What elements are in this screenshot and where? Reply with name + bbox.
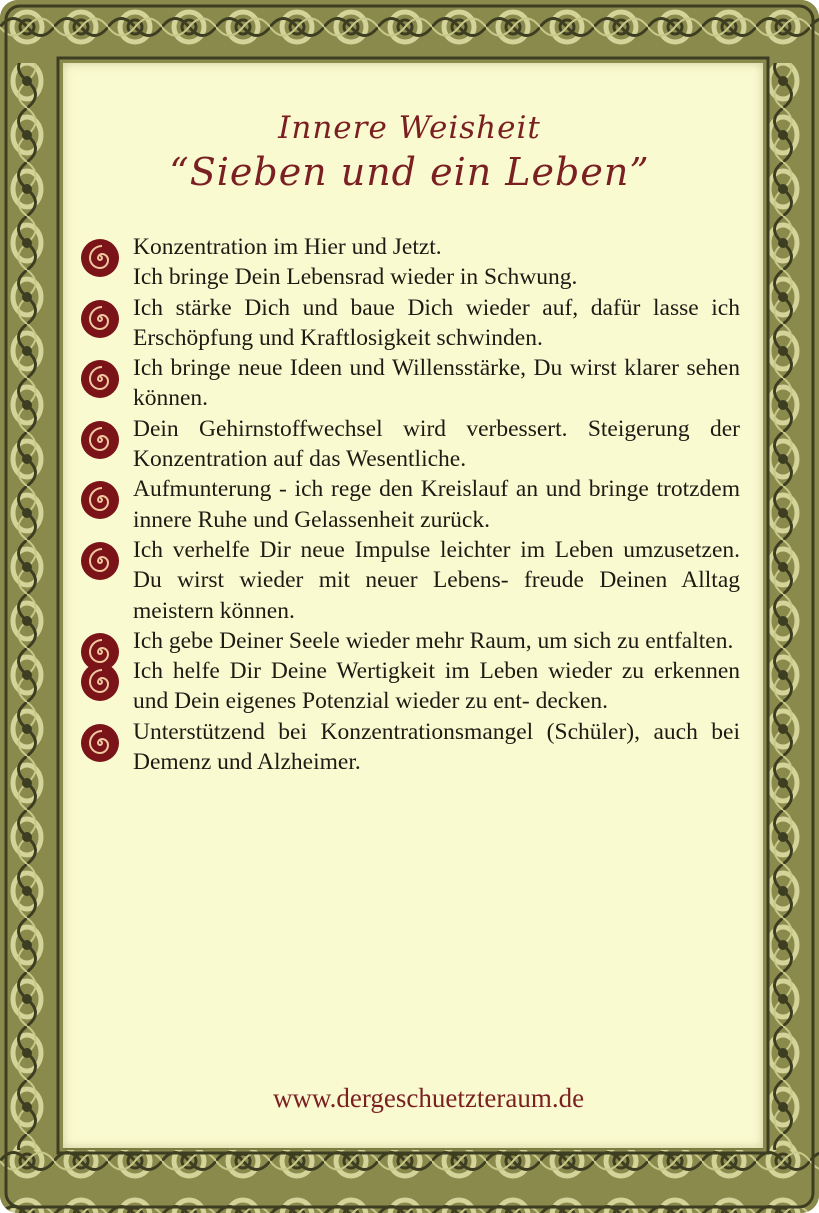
item-text: Ich stärke Dich und baue Dich wieder auf, dafür lasse ich Erschöpfung und Kraftlosigkeit schwinden.: [133, 294, 740, 351]
card-title: Innere Weisheit: [278, 110, 541, 146]
item-text: Ich verhelfe Dir neue Impulse leichter im Leben umzusetzen. Du wirst wieder mit neuer Lebens- freude Deinen Alltag meistern können.: [133, 536, 740, 624]
red-spiral-icon: [80, 480, 120, 520]
list-item: [80, 717, 740, 778]
list-item: [80, 232, 740, 262]
list-item: [80, 414, 740, 475]
item-text: Konzentration im Hier und Jetzt.: [133, 234, 442, 260]
item-text: Ich gebe Deiner Seele wieder mehr Raum, um sich zu entfalten.: [133, 627, 734, 654]
list-item: [80, 262, 740, 292]
website-link[interactable]: www.dergeschuetzteraum.de: [272, 1083, 585, 1113]
card-subtitle: “Sieben und ein Leben”: [169, 150, 650, 194]
list-item: [80, 535, 740, 626]
red-spiral-icon: [80, 541, 120, 581]
item-text: Ich bringe neue Ideen und Willensstärke, Du wirst klarer sehen können.: [133, 355, 740, 412]
affirmation-list: [80, 232, 740, 777]
red-spiral-icon: [80, 299, 120, 339]
item-text: Dein Gehirnstoffwechsel wird verbessert. Steigerung der Konzentration auf das Wesentliche.: [133, 415, 740, 473]
list-item: [80, 626, 740, 656]
item-text: Unterstützend bei Konzentrationsmangel (Schüler), auch bei Demenz und Alzheimer.: [133, 718, 740, 776]
list-item: [80, 656, 740, 717]
list-item: [80, 474, 740, 535]
list-item: [80, 353, 740, 414]
red-spiral-icon: [80, 723, 120, 763]
red-spiral-icon: [80, 359, 120, 399]
list-item: [80, 293, 740, 354]
item-text: Ich bringe Dein Lebensrad wieder in Schwung.: [133, 264, 578, 291]
item-text: Ich helfe Dir Deine Wertigkeit im Leben wieder zu erkennen und Dein eigenes Potenzial wieder zu ent- decken.: [133, 658, 740, 715]
red-spiral-icon: [80, 420, 120, 460]
red-spiral-icon: [80, 662, 120, 702]
item-text: Aufmunterung - ich rege den Kreislauf an und bringe trotzdem innere Ruhe und Gelassenheit zurück.: [133, 476, 740, 533]
